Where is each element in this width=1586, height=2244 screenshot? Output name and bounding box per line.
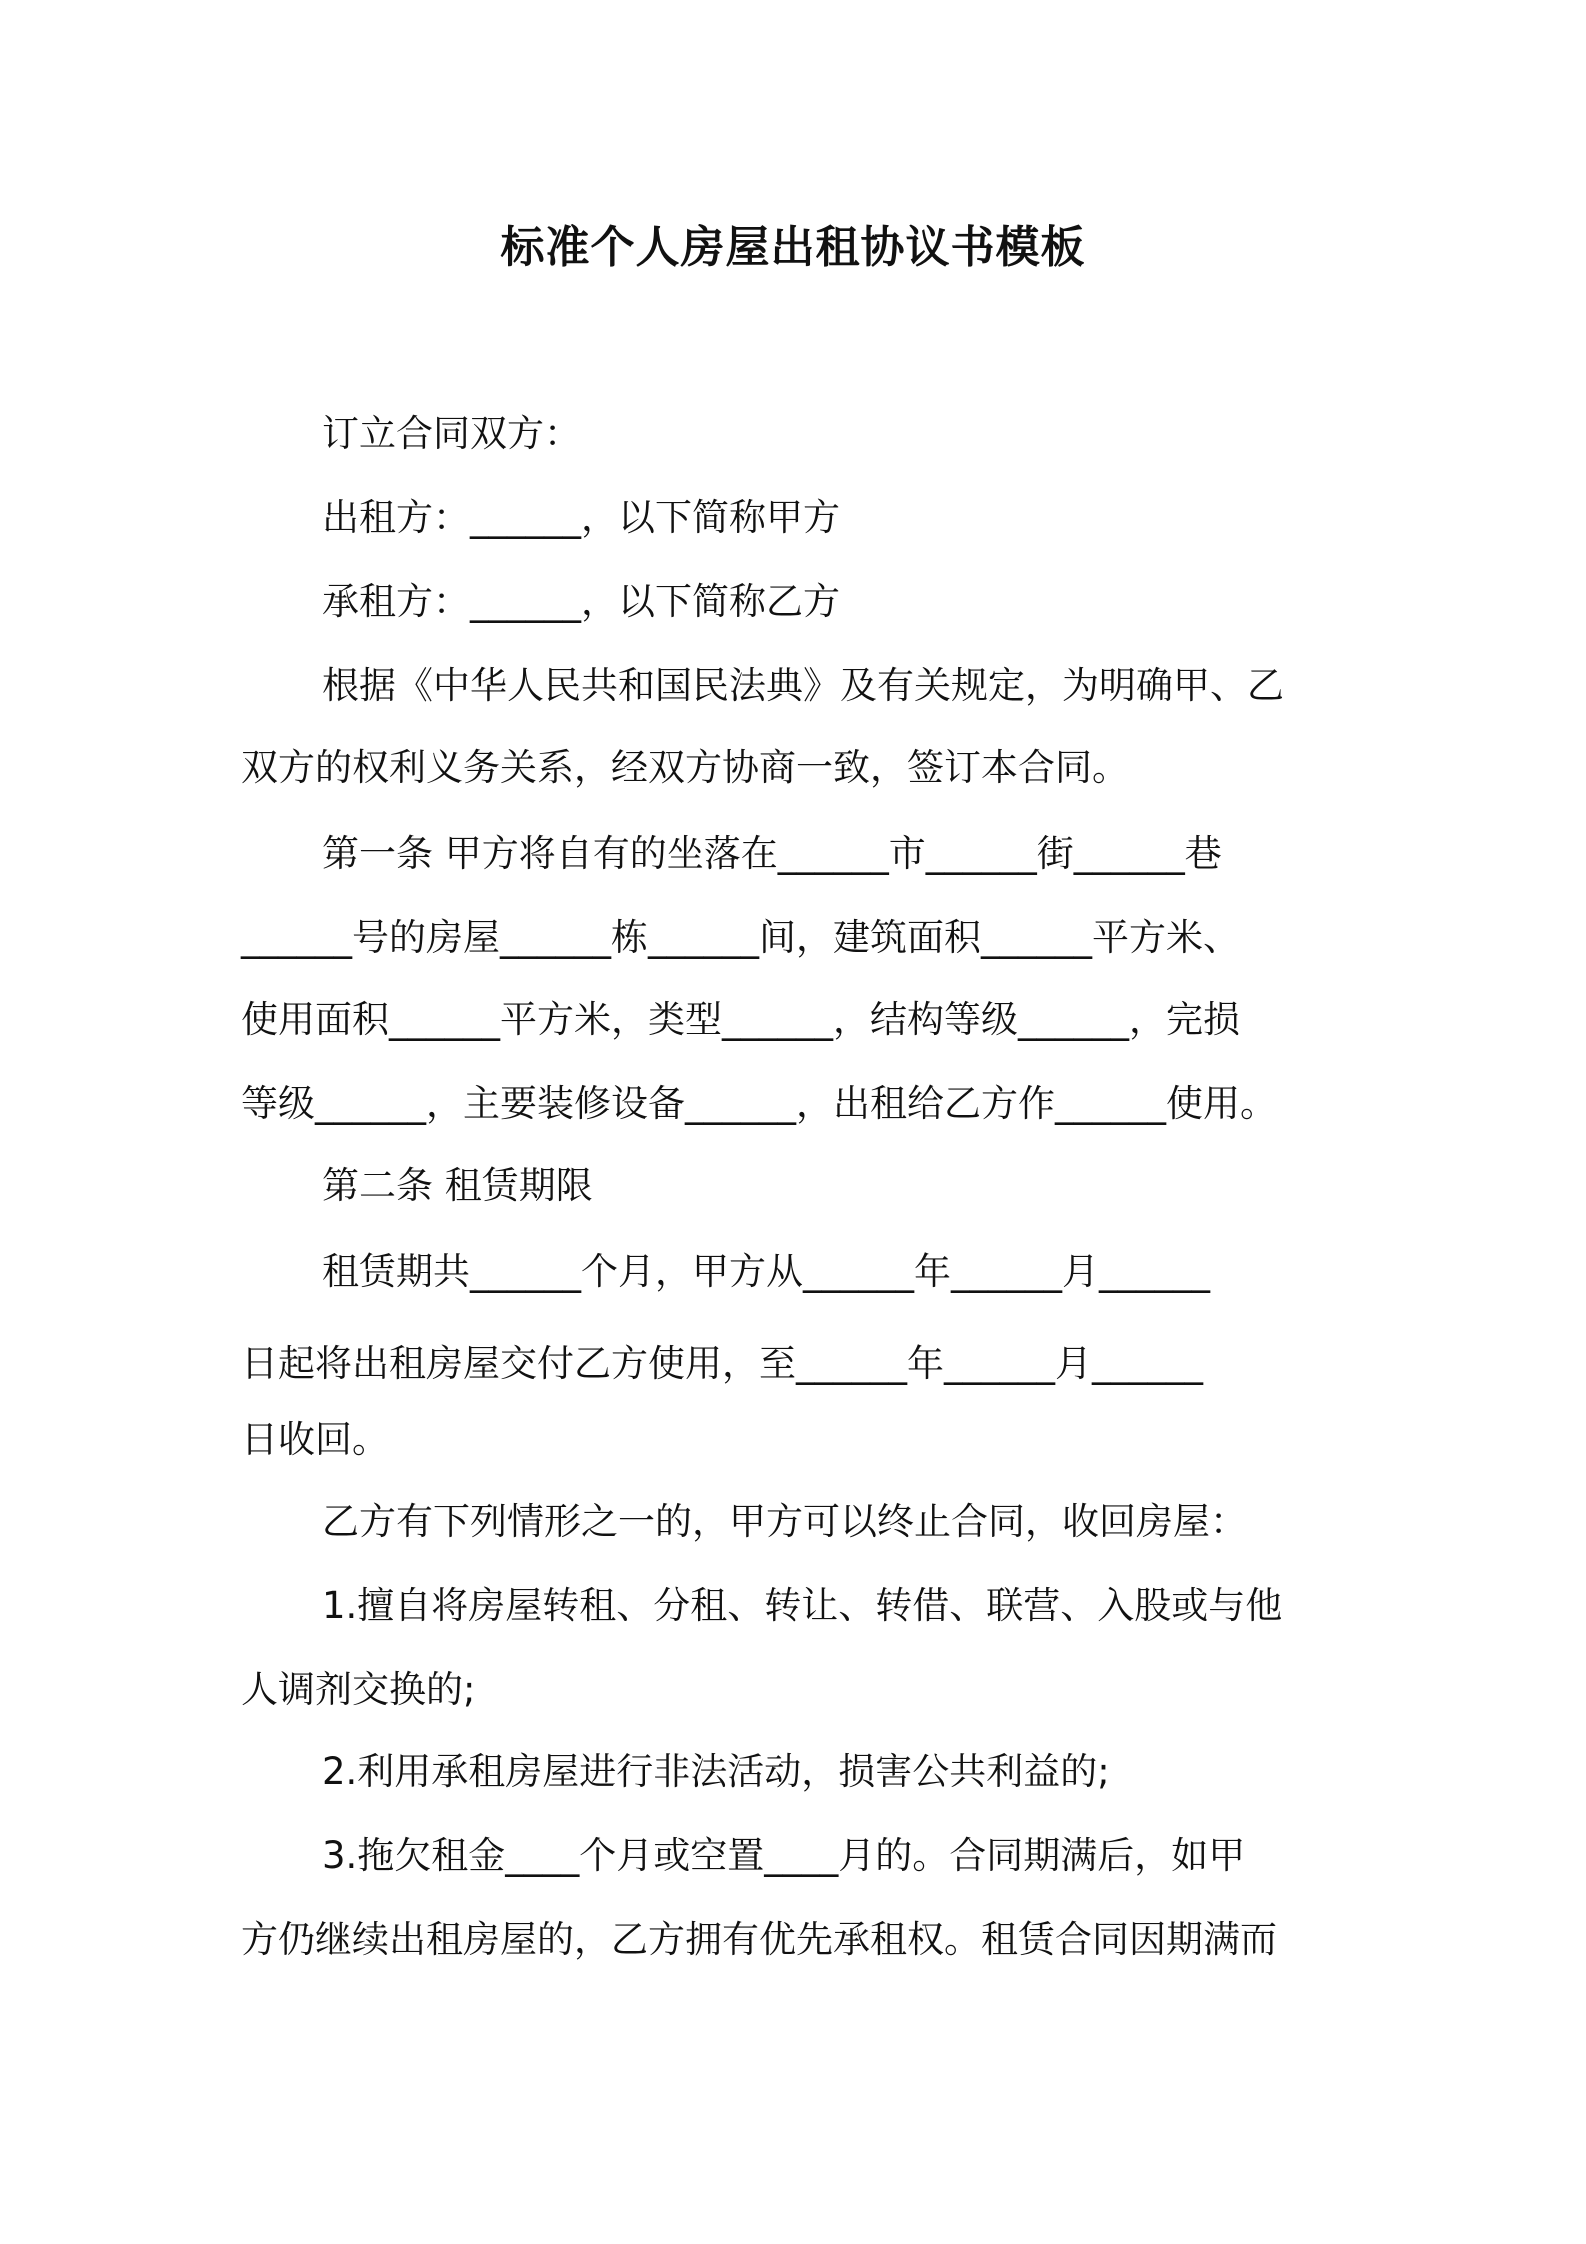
list-item-3: 3.拖欠租金____个月或空置____月的。合同期满后，如甲 bbox=[322, 1834, 1246, 1877]
paragraph-line: 乙方有下列情形之一的，甲方可以终止合同，收回房屋： bbox=[322, 1500, 1247, 1543]
paragraph-line: 使用面积______平方米，类型______，结构等级______，完损 bbox=[241, 998, 1240, 1041]
paragraph-line: 等级______，主要装修设备______，出租给乙方作______使用。 bbox=[241, 1082, 1277, 1125]
paragraph-line: 根据《中华人民共和国民法典》及有关规定，为明确甲、乙 bbox=[322, 664, 1284, 707]
list-item-2: 2.利用承租房屋进行非法活动，损害公共利益的; bbox=[322, 1750, 1110, 1793]
paragraph-line: 日收回。 bbox=[241, 1418, 389, 1461]
paragraph-line-article-2: 第二条 租赁期限 bbox=[322, 1164, 593, 1207]
list-item-1: 1.擅自将房屋转租、分租、转让、转借、联营、入股或与他 bbox=[322, 1584, 1283, 1627]
paragraph-line: ______号的房屋______栋______间，建筑面积______平方米、 bbox=[241, 916, 1240, 959]
paragraph-line: 人调剂交换的; bbox=[241, 1668, 476, 1711]
paragraph-line-article-1: 第一条 甲方将自有的坐落在______市______街______巷 bbox=[322, 832, 1222, 875]
paragraph-line: 双方的权利义务关系，经双方协商一致，签订本合同。 bbox=[241, 746, 1129, 789]
paragraph-line-lessor: 出租方：______，以下简称甲方 bbox=[322, 496, 840, 539]
paragraph-line: 租赁期共______个月，甲方从______年______月______ bbox=[322, 1250, 1210, 1293]
paragraph-line: 日起将出租房屋交付乙方使用，至______年______月______ bbox=[241, 1342, 1203, 1385]
paragraph-line: 方仍继续出租房屋的，乙方拥有优先承租权。租赁合同因期满而 bbox=[241, 1918, 1277, 1961]
paragraph-line-parties-heading: 订立合同双方： bbox=[322, 412, 581, 455]
document-title: 标准个人房屋出租协议书模板 bbox=[500, 222, 1086, 273]
paragraph-line-lessee: 承租方：______，以下简称乙方 bbox=[322, 580, 840, 623]
